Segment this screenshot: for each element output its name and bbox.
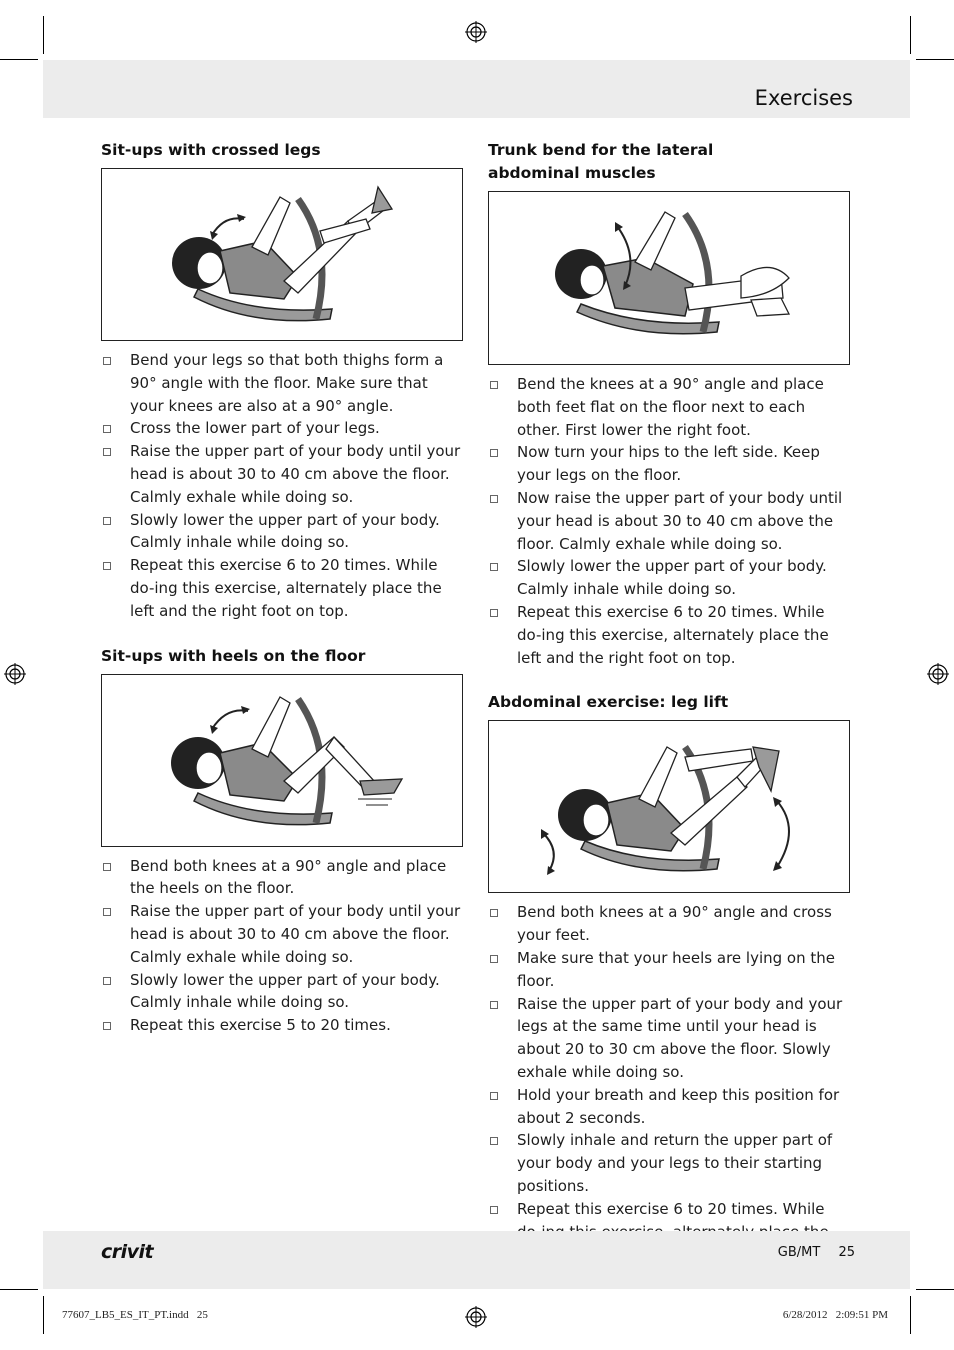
list-item: Bend both knees at a 90° angle and place the heels on the floor. — [101, 855, 465, 901]
list-item: Slowly lower the upper part of your body. Calmly inhale while doing so. — [101, 969, 465, 1015]
exercise-illustration-leg-lift — [488, 720, 850, 893]
exercise-illustration-trunk-bend — [488, 191, 850, 365]
list-item: Now turn your hips to the left side. Keep your legs on the floor. — [488, 441, 852, 487]
step-list — [101, 349, 465, 623]
crop-mark — [910, 1296, 911, 1334]
crivit-logo: crivit — [101, 1241, 154, 1263]
step-list — [101, 855, 465, 1037]
crop-mark — [910, 16, 911, 54]
registration-mark-icon — [4, 663, 26, 685]
list-item: Hold your breath and keep this position for about 2 seconds. — [488, 1084, 852, 1130]
list-item: Slowly lower the upper part of your body. Calmly inhale while doing so. — [488, 555, 852, 601]
region-code: GB/MT — [777, 1245, 821, 1260]
situp-figure-icon — [489, 721, 849, 892]
page-title: Exercises — [754, 86, 853, 110]
section-title: Trunk bend for the lateral abdominal muscles — [488, 141, 714, 182]
right-column — [488, 139, 852, 1266]
print-slug-file: 77607_LB5_ES_IT_PT.indd 25 — [62, 1309, 208, 1321]
list-item: Repeat this exercise 5 to 20 times. — [101, 1014, 465, 1037]
left-column — [101, 139, 465, 1037]
list-item: Slowly lower the upper part of your body. Calmly inhale while doing so. — [101, 509, 465, 555]
list-item: Make sure that your heels are lying on the floor. — [488, 947, 852, 993]
page-header — [43, 60, 910, 118]
registration-mark-icon — [927, 663, 949, 685]
list-item: Repeat this exercise 6 to 20 times. While do-ing this exercise, alternately place the left and the right foot on top. — [488, 601, 852, 669]
list-item: Repeat this exercise 6 to 20 times. While do-ing this exercise, alternately place the left and the right foot on top. — [101, 554, 465, 622]
print-slug-timestamp: 6/28/2012 2:09:51 PM — [782, 1309, 888, 1321]
section-title: Sit-ups with heels on the floor — [101, 646, 366, 665]
page-reference — [764, 1245, 855, 1260]
list-item: Now raise the upper part of your body until your head is about 30 to 40 cm above the floor. Calmly exhale while doing so. — [488, 487, 852, 555]
crop-mark — [0, 59, 38, 60]
list-item: Raise the upper part of your body until your head is about 30 to 40 cm above the floor. Calmly exhale while doing so. — [101, 440, 465, 508]
list-item: Repeat this exercise 6 to 20 times. While — [488, 1198, 852, 1266]
list-item: Raise the upper part of your body until your head is about 30 to 40 cm above the floor. Calmly exhale while doing so. — [101, 900, 465, 968]
exercise-illustration-heels-floor — [101, 674, 463, 847]
page-number: 25 — [838, 1245, 855, 1260]
list-item: Slowly inhale and return the upper part of your body and your legs to their starting positions. — [488, 1129, 852, 1197]
crop-mark — [916, 1289, 954, 1290]
page-footer — [43, 1231, 910, 1289]
list-item: Bend both knees at a 90° angle and cross your feet. — [488, 901, 852, 947]
exercise-illustration-crossed-legs — [101, 168, 463, 341]
step-list — [488, 373, 852, 669]
list-item: Cross the lower part of your legs. — [101, 417, 465, 440]
section-title: Abdominal exercise: leg lift — [488, 693, 729, 712]
section-title: Sit-ups with crossed legs — [101, 141, 321, 159]
registration-mark-icon — [465, 1306, 487, 1328]
list-item: Raise the upper part of your body and your legs at the same time until your head is about 20 to 30 cm above the floor. Slowly exhale while doing so. — [488, 993, 852, 1084]
list-item: Bend the knees at a 90° angle and place both feet flat on the floor next to each other. First lower the right foot. — [488, 373, 852, 441]
crop-mark — [916, 59, 954, 60]
step-list — [488, 901, 852, 1266]
registration-mark-icon — [465, 21, 487, 43]
situp-figure-icon — [102, 169, 462, 340]
situp-figure-icon — [102, 675, 462, 846]
crop-mark — [43, 1296, 44, 1334]
crop-mark — [0, 1289, 38, 1290]
crop-mark — [43, 16, 44, 54]
list-item: Bend your legs so that both thighs form a 90° angle with the floor. Make sure that your knees are also at a 90° angle. — [101, 349, 465, 417]
situp-figure-icon — [489, 192, 849, 364]
